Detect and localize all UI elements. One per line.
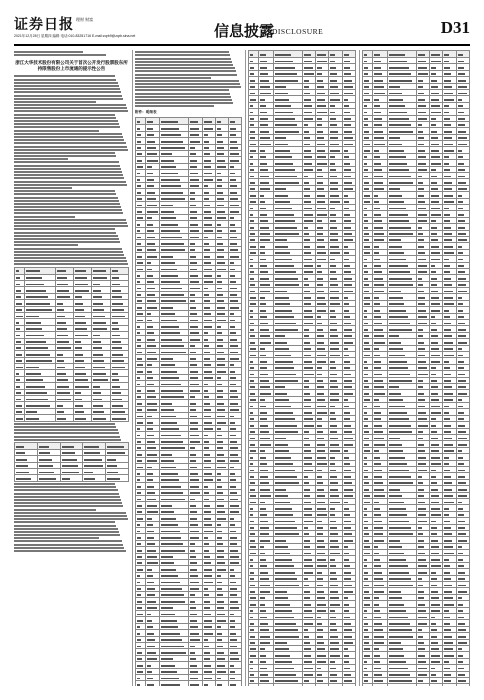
column-notice (14, 50, 129, 686)
newspaper-subtitle: 理财 财富 (76, 17, 94, 22)
section-title-english: DISCLOSURE (272, 27, 324, 36)
detail-table (135, 117, 242, 686)
notice-body-text (135, 51, 242, 107)
summary-table (14, 442, 129, 482)
notice-intro-text (14, 51, 129, 56)
newspaper-logo: 证券日报 (14, 17, 74, 33)
detail-table (362, 50, 470, 686)
shareholder-table (14, 267, 129, 422)
notice-body-text (14, 423, 129, 441)
notice-body-text (14, 483, 129, 552)
column-list-2 (248, 50, 356, 686)
column-list-3 (362, 50, 470, 686)
column-divider (132, 50, 133, 686)
page-number: D31 (440, 18, 470, 37)
edition-info: 2021年12月28日 星期四 编辑 电话:010-83251716 E-mail:zqrb9@zqrb.sina.net (14, 34, 136, 38)
notice-body-text (14, 75, 129, 265)
column-divider (359, 50, 360, 686)
detail-table (248, 50, 356, 686)
appendix-heading: 附件：明细表 (135, 110, 157, 115)
column-divider (245, 50, 246, 686)
column-list-1 (135, 50, 242, 686)
notice-title: 浙江大华技术股份有限公司关于首次公开发行股票股东所持限售股份上市流通的提示性公告 (15, 60, 128, 72)
header-rule (14, 44, 470, 46)
masthead (14, 14, 470, 44)
section-title: 信息披露 (214, 22, 275, 40)
